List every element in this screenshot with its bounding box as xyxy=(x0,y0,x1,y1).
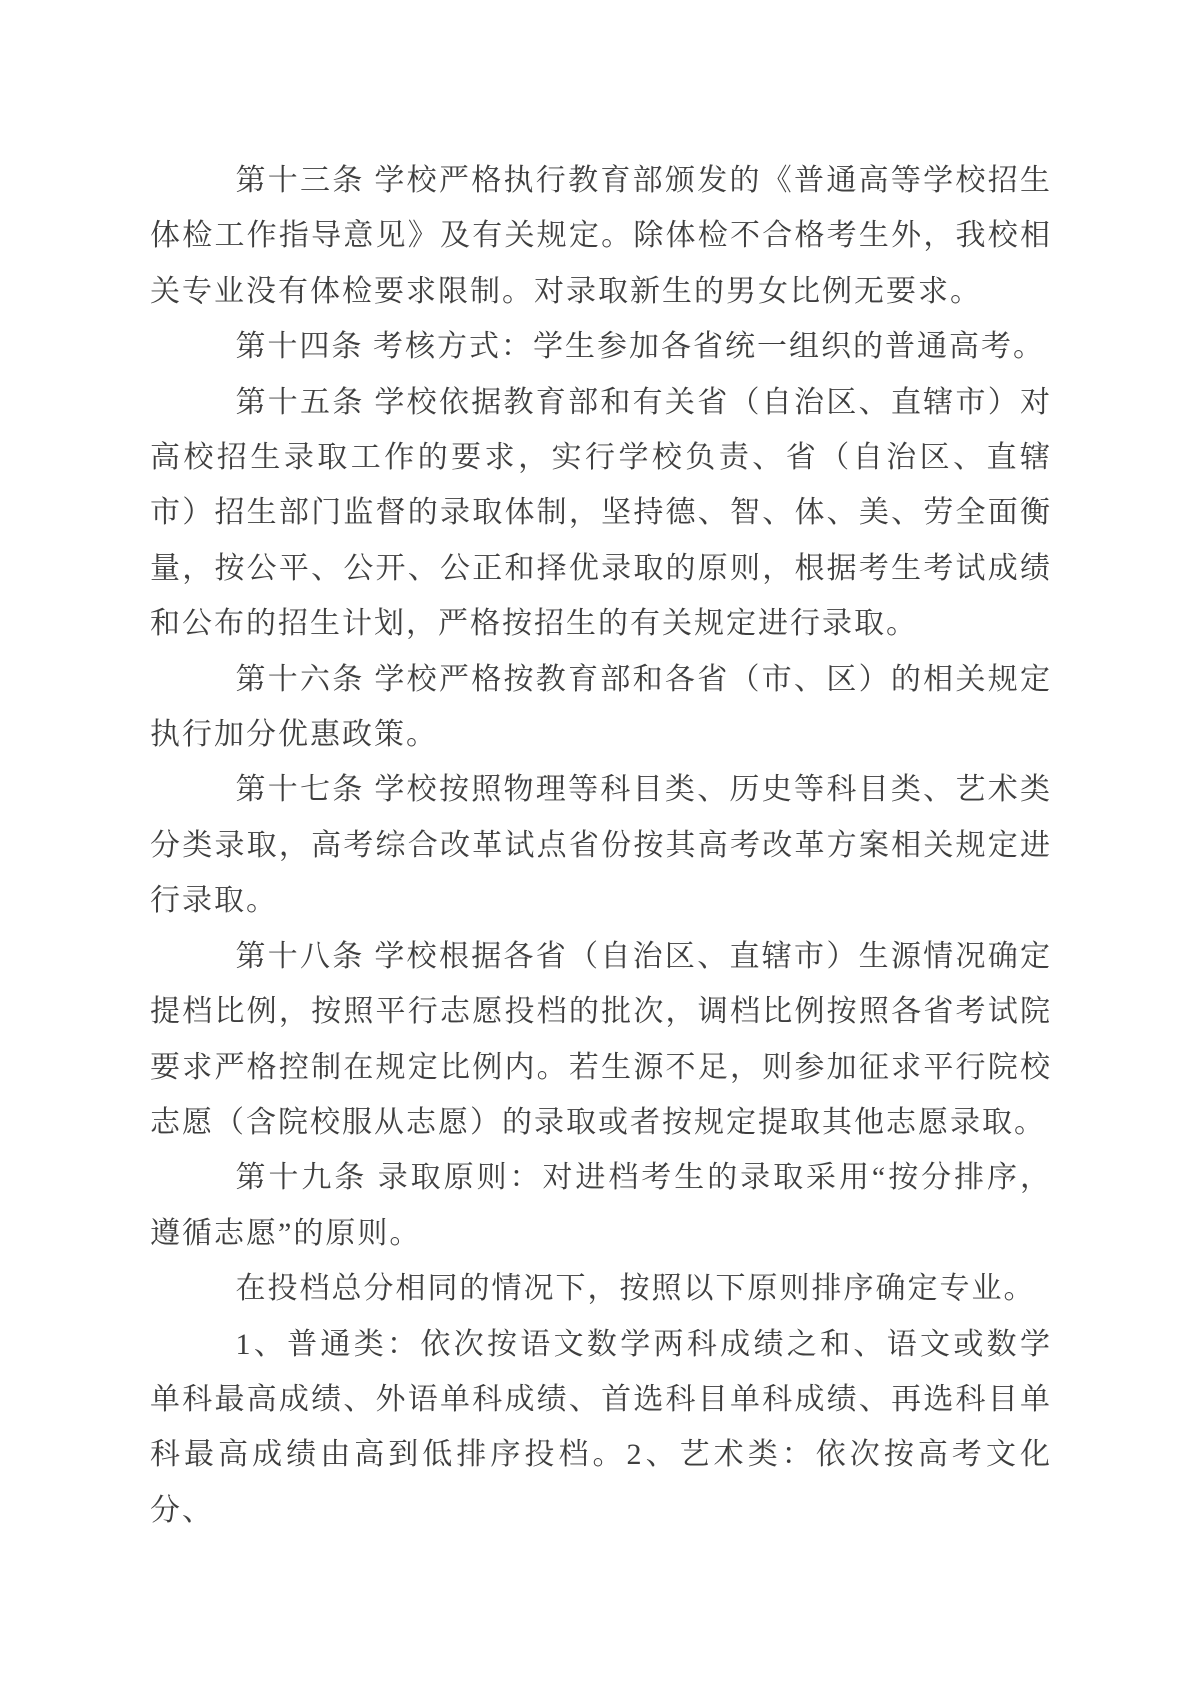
paragraph-tie-break-intro: 在投档总分相同的情况下，按照以下原则排序确定专业。 xyxy=(235,1272,1036,1306)
paragraph-tie-break-rules: 1、普通类：依次按语文数学两科成绩之和、语文或数学单科最高成绩、外语单科成绩、首选科目单科成绩、再选科目单科最高成绩由高到低排序投档。2、艺术类：依次按高考文化分、 xyxy=(150,1327,1052,1527)
paragraph-article-14: 第十四条 考核方式：学生参加各省统一组织的普通高考。 xyxy=(235,330,1045,364)
paragraph-article-19: 第十九条 录取原则：对进档考生的录取采用“按分排序，遵循志愿”的原则。 xyxy=(150,1161,1052,1250)
paragraph-article-15: 第十五条 学校依据教育部和有关省（自治区、直辖市）对高校招生录取工作的要求，实行学校负责、省（自治区、直辖市）招生部门监督的录取体制，坚持德、智、体、美、劳全面衡量，按公平、公开、公正和择优录取的原则，根据考生考试成绩和公布的招生计划，严格按招生的有关规定进行录取。 xyxy=(150,385,1052,641)
paragraph-article-16: 第十六条 学校严格按教育部和各省（市、区）的相关规定执行加分优惠政策。 xyxy=(150,662,1052,752)
paragraph-article-18: 第十八条 学校根据各省（自治区、直辖市）生源情况确定提档比例，按照平行志愿投档的批次，调档比例按照各省考试院要求严格控制在规定比例内。若生源不足，则参加征求平行院校志愿（含院校服从志愿）的录取或者按规定提取其他志愿录取。 xyxy=(150,939,1052,1139)
paragraph-article-17: 第十七条 学校按照物理等科目类、历史等科目类、艺术类分类录取，高考综合改革试点省份按其高考改革方案相关规定进行录取。 xyxy=(150,773,1052,918)
document-text-block xyxy=(150,153,1052,1538)
paragraph-article-13: 第十三条 学校严格执行教育部颁发的《普通高等学校招生体检工作指导意见》及有关规定。除体检不合格考生外，我校相关专业没有体检要求限制。对录取新生的男女比例无要求。 xyxy=(150,164,1052,308)
